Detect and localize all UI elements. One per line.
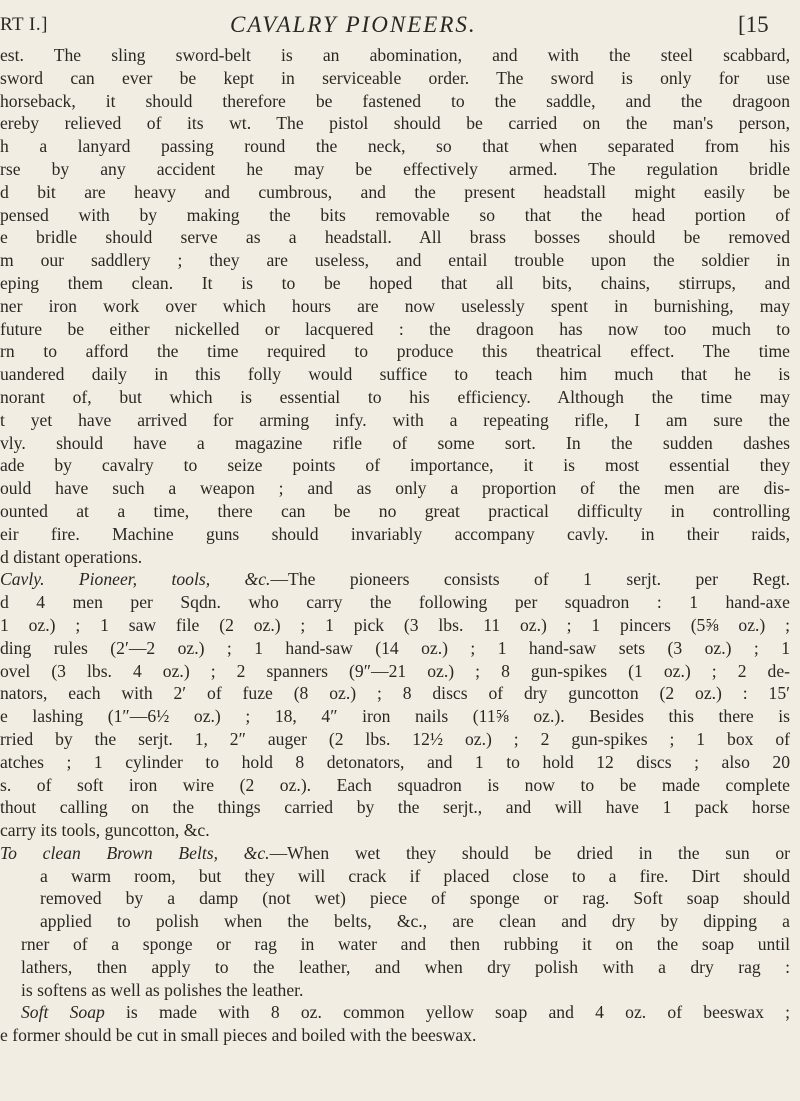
- section-heading: Soft Soap: [21, 1002, 105, 1023]
- line-text: d bit are heavy and cumbrous, and the present headstall might easily be: [0, 181, 790, 202]
- text-line: [0, 796, 790, 819]
- running-head-title: CAVALRY PIONEERS.: [230, 12, 477, 37]
- line-text: ner iron work over which hours are now uselessly spent in burnishing, may: [0, 295, 790, 316]
- line-text: sword can ever be kept in serviceable order. The sword is only for use: [0, 67, 790, 88]
- text-line: [0, 409, 790, 432]
- text-line: [0, 819, 790, 842]
- text-line: [0, 500, 790, 523]
- section-heading-line: [0, 842, 790, 865]
- text-line: [0, 956, 790, 979]
- text-line: [0, 226, 790, 249]
- line-text: ovel (3 lbs. 4 oz.) ; 2 spanners (9″—21 oz.) ; 8 gun-spikes (1 oz.) ; 2 de-: [0, 660, 790, 681]
- line-text: e former should be cut in small pieces and boiled with the beeswax.: [0, 1025, 477, 1046]
- line-text: uandered daily in this folly would suffice to teach him much that he is: [0, 364, 790, 385]
- text-line: [0, 979, 790, 1002]
- text-line: [0, 181, 790, 204]
- text-line: [0, 67, 790, 90]
- text-line: [0, 386, 790, 409]
- line-text: s. of soft iron wire (2 oz.). Each squadron is now to be made complete: [0, 774, 790, 795]
- line-text: ding rules (2′—2 oz.) ; 1 hand-saw (14 oz.) ; 1 hand-saw sets (3 oz.) ; 1: [0, 637, 790, 658]
- page-body: [0, 44, 790, 1047]
- text-line: [0, 614, 790, 637]
- line-text: is softens as well as polishes the leather.: [21, 979, 304, 1000]
- line-text: norant of, but which is essential to his efficiency. Although the time may: [0, 386, 790, 407]
- line-text: d distant operations.: [0, 546, 143, 567]
- section-heading-line: [0, 1001, 790, 1024]
- text-line: [0, 340, 790, 363]
- text-line: [0, 318, 790, 341]
- line-text: future be either nickelled or lacquered : the dragoon has now too much to: [0, 318, 790, 339]
- line-text: removed by a damp (not wet) piece of sponge or rag. Soft soap should: [40, 888, 790, 909]
- line-text: a warm room, but they will crack if placed close to a fire. Dirt should: [40, 865, 790, 886]
- text-line: [0, 295, 790, 318]
- line-text: e bridle should serve as a headstall. All brass bosses should be removed: [0, 227, 790, 248]
- line-text: rried by the serjt. 1, 2″ auger (2 lbs. 12½ oz.) ; 2 gun-spikes ; 1 box of: [0, 728, 790, 749]
- text-line: [0, 477, 790, 500]
- text-line: [0, 158, 790, 181]
- text-line: [0, 933, 790, 956]
- line-text: nators, each with 2′ of fuze (8 oz.) ; 8 discs of dry guncotton (2 oz.) : 15′: [0, 683, 790, 704]
- text-line: [0, 272, 790, 295]
- line-text: thout calling on the things carried by the serjt., and will have 1 pack horse: [0, 797, 790, 818]
- text-line: [0, 887, 790, 910]
- text-line: [0, 591, 790, 614]
- text-line: [0, 774, 790, 797]
- text-line: [0, 204, 790, 227]
- text-line: [0, 728, 790, 751]
- line-text: h a lanyard passing round the neck, so that when separated from his: [0, 136, 790, 157]
- line-text: ounted at a time, there can be no great practical difficulty in controlling: [0, 500, 790, 521]
- line-text: horseback, it should therefore be fastened to the saddle, and the dragoon: [0, 90, 790, 111]
- line-text: pensed with by making the bits removable so that the head portion of: [0, 204, 790, 225]
- text-line: [0, 90, 790, 113]
- text-line: [0, 751, 790, 774]
- running-head-left: RT I.]: [0, 14, 48, 35]
- line-text: —The pioneers consists of 1 serjt. per Regt.: [270, 569, 790, 590]
- line-text: t yet have arrived for arming infy. with a repeating rifle, I am sure the: [0, 409, 790, 430]
- line-text: rn to afford the time required to produce this theatrical effect. The time: [0, 341, 790, 362]
- page-header: [0, 6, 800, 42]
- text-line: [0, 637, 790, 660]
- section-heading: To clean Brown Belts, &c.: [0, 842, 270, 863]
- line-text: rner of a sponge or rag in water and then rubbing it on the soap until: [21, 934, 790, 955]
- line-text: vly. should have a magazine rifle of some sort. In the sudden dashes: [0, 432, 790, 453]
- section-heading-line: [0, 568, 790, 591]
- line-text: est. The sling sword-belt is an abomination, and with the steel scabbard,: [0, 45, 790, 65]
- section-heading: Cavly. Pioneer, tools, &c.: [0, 569, 271, 590]
- text-line: [0, 910, 790, 933]
- line-text: —When wet they should be dried in the sun or: [269, 842, 790, 863]
- text-line: [0, 135, 790, 158]
- page-number: [15: [738, 12, 769, 37]
- line-text: ould have such a weapon ; and as only a proportion of the men are dis-: [0, 478, 790, 499]
- line-text: carry its tools, guncotton, &c.: [0, 820, 210, 841]
- text-line: [0, 682, 790, 705]
- line-text: rse by any accident he may be effectively armed. The regulation bridle: [0, 158, 790, 179]
- text-line: [0, 546, 790, 569]
- line-text: m our saddlery ; they are useless, and entail trouble upon the soldier in: [0, 250, 790, 271]
- line-text: lathers, then apply to the leather, and when dry polish with a dry rag :: [21, 956, 790, 977]
- line-text: eping them clean. It is to be hoped that all bits, chains, stirrups, and: [0, 272, 790, 293]
- text-line: [0, 249, 790, 272]
- text-line: [0, 112, 790, 135]
- line-text: d 4 men per Sqdn. who carry the following per squadron : 1 hand-axe: [0, 592, 790, 613]
- text-line: [0, 523, 790, 546]
- text-line: [0, 363, 790, 386]
- line-text: ereby relieved of its wt. The pistol should be carried on the man's person,: [0, 113, 790, 134]
- line-text: applied to polish when the belts, &c., are clean and dry by dipping a: [40, 911, 790, 932]
- text-line: [0, 705, 790, 728]
- line-text: ade by cavalry to seize points of importance, it is most essential they: [0, 455, 790, 476]
- line-text: is made with 8 oz. common yellow soap and 4 oz. of beeswax ;: [104, 1002, 790, 1023]
- text-line: [0, 44, 790, 67]
- text-line: [0, 865, 790, 888]
- line-text: eir fire. Machine guns should invariably accompany cavly. in their raids,: [0, 523, 790, 544]
- text-line: [0, 432, 790, 455]
- text-line: [0, 660, 790, 683]
- line-text: atches ; 1 cylinder to hold 8 detonators, and 1 to hold 12 discs ; also 20: [0, 751, 790, 772]
- line-text: 1 oz.) ; 1 saw file (2 oz.) ; 1 pick (3 lbs. 11 oz.) ; 1 pincers (5⅝ oz.) ;: [0, 614, 790, 635]
- text-line: [0, 1024, 790, 1047]
- text-line: [0, 454, 790, 477]
- line-text: e lashing (1″—6½ oz.) ; 18, 4″ iron nails (11⅝ oz.). Besides this there is: [0, 706, 790, 727]
